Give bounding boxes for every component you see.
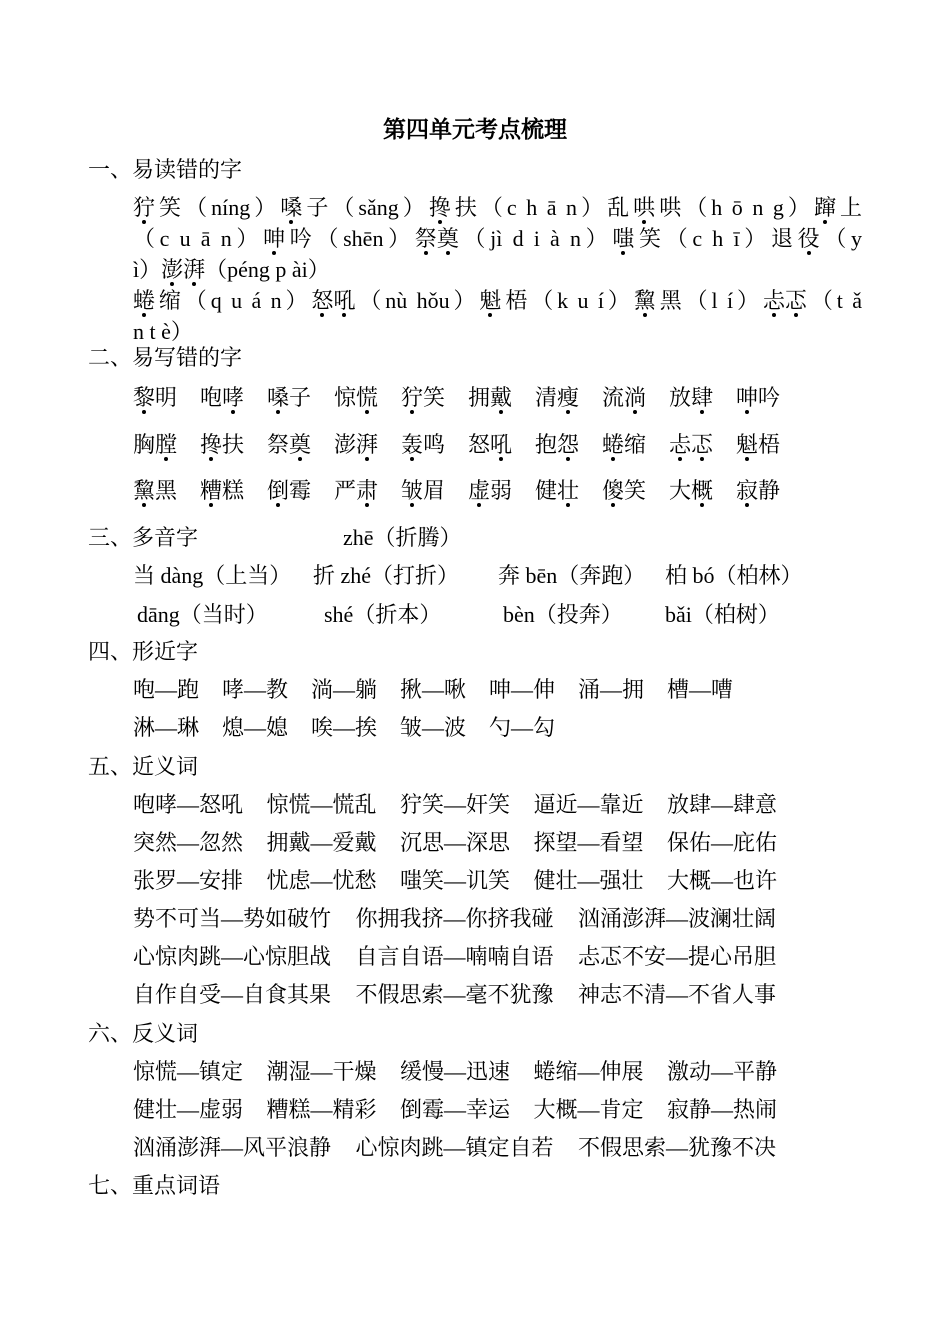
section-heading-miswritten-chars: 二、易写错的字	[88, 345, 243, 370]
miswritten-chars-grid	[133, 375, 803, 515]
word-item	[133, 422, 200, 469]
word-item	[669, 422, 736, 469]
emphasized-char: 黧	[633, 288, 656, 313]
antonym-row	[133, 1053, 801, 1091]
word-item	[200, 375, 267, 422]
emphasized-char: 奠	[289, 431, 312, 457]
text-segment: （péng p ài）	[205, 257, 330, 282]
emphasized-char: 忑	[784, 288, 807, 313]
emphasized-char: 虚	[468, 478, 491, 503]
text-segment: 拥	[468, 385, 491, 410]
word-item	[401, 422, 468, 469]
antonym-pair: 寂静—热闹	[667, 1097, 778, 1122]
emphasized-char: 忑	[691, 431, 714, 457]
word-item	[334, 422, 401, 469]
synonym-pair: 忧虑—忧愁	[266, 868, 377, 893]
text-segment: 流	[602, 385, 625, 410]
word-item	[669, 468, 736, 515]
text-line	[133, 223, 862, 254]
text-segment: 胸	[133, 431, 156, 457]
emphasized-char: 搀	[200, 431, 223, 457]
synonym-idiom-pair: 忐忑不安—提心吊胆	[578, 944, 777, 969]
text-segment: 黑	[155, 478, 178, 503]
synonym-idiom-pair: 自言自语—喃喃自语	[355, 944, 554, 969]
antonyms-list	[133, 1053, 801, 1167]
text-segment: n t è）	[133, 319, 193, 344]
emphasized-char: 傻	[602, 478, 625, 503]
emphasized-char: 吼	[333, 288, 356, 313]
emphasized-char: 怒	[311, 288, 334, 313]
antonym-pair: 激动—平静	[667, 1059, 778, 1084]
text-line	[133, 285, 862, 316]
text-segment: 明	[155, 385, 178, 410]
emphasized-char: 忐	[762, 288, 785, 313]
similar-char-pair: 淌—躺	[311, 677, 378, 702]
emphasized-char: 皱	[401, 478, 424, 503]
synonym-idiom-row	[133, 900, 801, 938]
text-segment: 怒	[468, 431, 491, 457]
text-segment: 上	[835, 195, 862, 220]
word-item	[535, 468, 602, 515]
text-segment: 笑（c h ī）退	[634, 226, 798, 251]
similar-char-pair: 槽—嘈	[667, 677, 734, 702]
emphasized-char: 肃	[356, 478, 379, 503]
section-heading-polyphonic-chars: 三、多音字	[88, 525, 199, 550]
similar-char-pair: 揪—啾	[400, 677, 467, 702]
emphasized-char: 澎	[161, 257, 184, 282]
text-segment: 笑	[624, 478, 647, 503]
section-heading-misread-chars: 一、易读错的字	[88, 157, 243, 182]
synonym-pair: 沉思—深思	[400, 830, 511, 855]
word-item	[602, 422, 669, 469]
word-item	[736, 375, 803, 422]
text-segment: 吟	[758, 385, 781, 410]
emphasized-char: 慌	[356, 385, 379, 410]
polyphonic-item: 奔 bēn（奔跑）	[498, 563, 646, 588]
similar-char-pair: 皱—波	[400, 715, 467, 740]
emphasized-char: 呻	[736, 385, 759, 410]
synonym-idiom-pair: 你拥我挤—你挤我碰	[355, 906, 554, 931]
text-segment: 扶	[222, 431, 245, 457]
text-segment: 清	[535, 385, 558, 410]
emphasized-char: 淌	[624, 385, 647, 410]
synonym-pair: 咆哮—怒吼	[133, 792, 244, 817]
antonym-idiom-row	[133, 1129, 801, 1167]
polyphonic-item: 折 zhé（打折）	[313, 563, 460, 588]
text-segment: 健	[535, 478, 558, 503]
text-segment: （y	[819, 226, 862, 251]
polyphonic-item: bǎi（柏树）	[665, 602, 780, 627]
polyphonic-item: 柏 bó（柏林）	[665, 563, 803, 588]
emphasized-char: 哮	[222, 385, 245, 410]
text-segment: 哄（h ō n g）	[655, 195, 814, 220]
section-heading-key-words: 七、重点词语	[88, 1173, 221, 1198]
word-item	[602, 468, 669, 515]
synonym-pair: 逼近—靠近	[533, 792, 644, 817]
synonym-idiom-pair: 势不可当—势如破竹	[133, 906, 332, 931]
page-title: 第四单元考点梳理	[383, 117, 567, 142]
synonym-pair: 大概—也许	[667, 868, 778, 893]
word-row	[133, 468, 803, 515]
emphasized-char: 湃	[183, 257, 206, 282]
antonym-pair: 健壮—虚弱	[133, 1097, 244, 1122]
synonym-pair: 拥戴—爱戴	[266, 830, 377, 855]
misread-chars-text	[133, 192, 862, 347]
synonym-pair: 惊慌—慌乱	[266, 792, 377, 817]
synonym-idiom-row	[133, 938, 801, 976]
text-line	[133, 316, 862, 347]
emphasized-char: 怨	[557, 431, 580, 457]
section-heading-similar-chars: 四、形近字	[88, 639, 199, 664]
polyphonic-row	[133, 595, 833, 634]
text-segment: 放	[669, 385, 692, 410]
synonym-idiom-pair: 神志不清—不省人事	[578, 982, 777, 1007]
word-item	[133, 375, 200, 422]
word-item	[468, 375, 535, 422]
text-segment: 眉	[423, 478, 446, 503]
emphasized-char: 忐	[669, 431, 692, 457]
emphasized-char: 膛	[155, 431, 178, 457]
word-item	[535, 375, 602, 422]
emphasized-char: 蹿	[813, 195, 836, 220]
text-segment: 糕	[222, 478, 245, 503]
emphasized-char: 湃	[356, 431, 379, 457]
text-line	[133, 192, 862, 223]
polyphonic-item: dāng（当时）	[137, 602, 268, 627]
text-segment: 笑	[423, 385, 446, 410]
synonym-row	[133, 862, 801, 900]
text-segment: 梧	[758, 431, 781, 457]
emphasized-char: 搀	[428, 195, 451, 220]
synonym-idiom-pair: 自作自受—自食其果	[133, 982, 332, 1007]
text-segment: 梧（k u í）	[501, 288, 634, 313]
similar-char-pair: 熄—媳	[222, 715, 289, 740]
synonym-row	[133, 824, 801, 862]
text-segment: （jì d i à n）	[458, 226, 613, 251]
word-item	[267, 422, 334, 469]
synonym-pair: 保佑—庇佑	[667, 830, 778, 855]
text-segment: 澎	[334, 431, 357, 457]
section-heading-synonyms: 五、近义词	[88, 754, 199, 779]
section-heading-antonyms: 六、反义词	[88, 1021, 199, 1046]
antonym-pair: 潮湿—干燥	[266, 1059, 377, 1084]
emphasized-char: 魁	[479, 288, 502, 313]
emphasized-char: 倒	[267, 478, 290, 503]
similar-char-pair: 唉—挨	[311, 715, 378, 740]
emphasized-char: 黧	[133, 478, 156, 503]
emphasized-char: 糟	[200, 478, 223, 503]
word-item	[736, 468, 803, 515]
word-item	[267, 375, 334, 422]
polyphonic-chars-list	[133, 556, 833, 634]
emphasized-char: 蜷	[133, 288, 156, 313]
text-segment: （t ǎ	[806, 288, 862, 313]
emphasized-char: 狞	[133, 195, 156, 220]
antonym-pair: 倒霉—幸运	[400, 1097, 511, 1122]
word-item	[200, 422, 267, 469]
word-item	[133, 468, 200, 515]
emphasized-char: 役	[797, 226, 820, 251]
emphasized-char: 概	[691, 478, 714, 503]
polyphonic-item: bèn（投奔）	[503, 602, 623, 627]
antonym-pair: 惊慌—镇定	[133, 1059, 244, 1084]
similar-char-pair: 淋—琳	[133, 715, 200, 740]
word-item	[267, 468, 334, 515]
emphasized-char: 戴	[490, 385, 513, 410]
similar-char-pair: 哮—教	[222, 677, 289, 702]
emphasized-char: 肆	[691, 385, 714, 410]
antonym-idiom-pair: 心惊肉跳—镇定自若	[355, 1135, 554, 1160]
emphasized-char: 轰	[401, 431, 424, 457]
emphasized-char: 哄	[633, 195, 656, 220]
emphasized-char: 吼	[490, 431, 513, 457]
synonym-pair: 狞笑—奸笑	[400, 792, 511, 817]
similar-chars-row	[133, 709, 756, 747]
word-row	[133, 375, 803, 422]
text-segment: 大	[669, 478, 692, 503]
synonyms-list	[133, 786, 801, 1014]
synonym-pair: 放肆—肆意	[667, 792, 778, 817]
emphasized-char: 蜷	[602, 431, 625, 457]
emphasized-char: 狞	[401, 385, 424, 410]
text-segment: 黑（l í）	[655, 288, 763, 313]
synonym-pair: 突然—忽然	[133, 830, 244, 855]
polyphonic-item: shé（折本）	[324, 602, 442, 627]
synonym-row	[133, 786, 801, 824]
text-segment: 弱	[490, 478, 513, 503]
antonym-pair: 缓慢—迅速	[400, 1059, 511, 1084]
synonym-idiom-row	[133, 976, 801, 1014]
text-segment: 抱	[535, 431, 558, 457]
emphasized-char: 寂	[736, 478, 759, 503]
synonym-pair: 嗤笑—讥笑	[400, 868, 511, 893]
text-segment: 咆	[200, 385, 223, 410]
word-item	[535, 422, 602, 469]
similar-char-pair: 呻—伸	[489, 677, 556, 702]
emphasized-char: 壮	[557, 478, 580, 503]
text-segment: ì）	[133, 257, 162, 282]
word-item	[468, 468, 535, 515]
text-segment: （c u ā n）	[133, 226, 264, 251]
text-segment: 缩（q u á n）	[155, 288, 312, 313]
polyphonic-row	[133, 556, 833, 595]
emphasized-char: 嗓	[280, 195, 303, 220]
word-item	[669, 375, 736, 422]
similar-char-pair: 咆—跑	[133, 677, 200, 702]
emphasized-char: 瘦	[557, 385, 580, 410]
word-item	[602, 375, 669, 422]
antonym-row	[133, 1091, 801, 1129]
word-item	[468, 422, 535, 469]
synonym-pair: 健壮—强壮	[533, 868, 644, 893]
text-segment: 笑（níng）	[155, 195, 281, 220]
antonym-idiom-pair: 汹涌澎湃—风平浪静	[133, 1135, 332, 1160]
emphasized-char: 魁	[736, 431, 759, 457]
text-segment: 子（sǎng）	[302, 195, 429, 220]
polyphonic-extra-reading: zhē（折腾）	[343, 525, 462, 550]
text-segment: 子	[289, 385, 312, 410]
text-segment: 惊	[334, 385, 357, 410]
text-segment: （nù hǒu）	[355, 288, 480, 313]
word-item	[200, 468, 267, 515]
emphasized-char: 呻	[263, 226, 286, 251]
text-segment: 缩	[624, 431, 647, 457]
word-row	[133, 422, 803, 469]
word-item	[401, 468, 468, 515]
text-segment: 严	[334, 478, 357, 503]
polyphonic-item: 当 dàng（上当）	[133, 563, 292, 588]
word-item	[334, 468, 401, 515]
text-segment: 鸣	[423, 431, 446, 457]
word-item	[334, 375, 401, 422]
word-item	[736, 422, 803, 469]
word-item	[401, 375, 468, 422]
emphasized-char: 黎	[133, 385, 156, 410]
text-line	[133, 254, 862, 285]
emphasized-char: 奠	[436, 226, 459, 251]
antonym-pair: 大概—肯定	[533, 1097, 644, 1122]
synonym-idiom-pair: 汹涌澎湃—波澜壮阔	[578, 906, 777, 931]
antonym-pair: 蜷缩—伸展	[533, 1059, 644, 1084]
emphasized-char: 嗤	[612, 226, 635, 251]
similar-chars-row	[133, 671, 756, 709]
text-segment: 霉	[289, 478, 312, 503]
antonym-pair: 糟糕—精彩	[266, 1097, 377, 1122]
synonym-pair: 张罗—安排	[133, 868, 244, 893]
emphasized-char: 祭	[414, 226, 437, 251]
similar-char-pair: 涌—拥	[578, 677, 645, 702]
similar-chars-list	[133, 671, 756, 747]
text-segment: 静	[758, 478, 781, 503]
antonym-idiom-pair: 不假思索—犹豫不决	[578, 1135, 777, 1160]
similar-char-pair: 勺—勾	[489, 715, 556, 740]
text-segment: 祭	[267, 431, 290, 457]
synonym-idiom-pair: 不假思索—毫不犹豫	[355, 982, 554, 1007]
text-segment: 扶（c h ā n）乱	[450, 195, 634, 220]
synonym-pair: 探望—看望	[533, 830, 644, 855]
synonym-idiom-pair: 心惊肉跳—心惊胆战	[133, 944, 332, 969]
emphasized-char: 嗓	[267, 385, 290, 410]
text-segment: 吟（shēn）	[285, 226, 415, 251]
